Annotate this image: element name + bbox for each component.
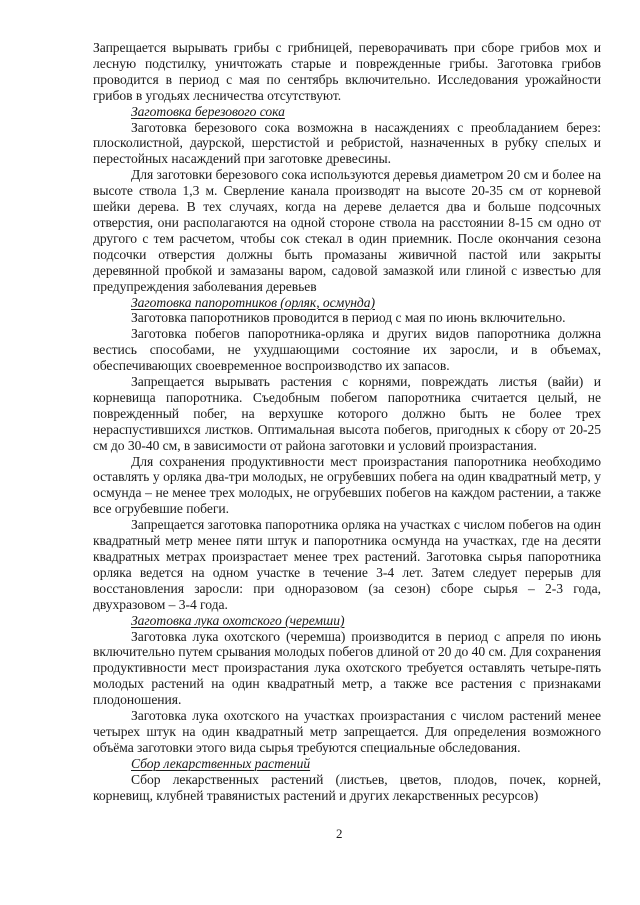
paragraph-wild-onion-period: Заготовка лука охотского (черемша) производится в период с апреля по июнь включительно путем срывания молодых побегов длиной от 20 до 40 см. Для сохранения продуктивности мест произрастания лука охотского требуется оставлять четыре-пять молодых растений на один квадратный метр, а также все растения с признаками плодоношения.: [93, 628, 601, 708]
paragraph-mushroom-rules: Запрещается вырывать грибы с грибницей, переворачивать при сборе грибов мох и лесную подстилку, уничтожать старые и поврежденные грибы. Заготовка грибов проводится в период с мая по сентябрь включительно. Исследования урожайности грибов в угодьях лесничества отсутствуют.: [93, 40, 601, 103]
paragraph-fern-restrictions: Запрещается заготовка папоротника орляка на участках с числом побегов на один квадратный метр менее пяти штук и папоротника осмунда на участках, где на десяти квадратных метрах произрастает менее трех растений. Заготовка сырья папоротника орляка ведется на одном участке в течение 3-4 лет. Затем следует перерыв для восстановления заросли: при одноразовом (за сезон) сборе сырья – 2-3 года, двухразовом – 3-4 года.: [93, 517, 601, 612]
paragraph-fern-prohibitions: Запрещается вырывать растения с корнями, повреждать листья (вайи) и корневища папоротника. Съедобным побегом папоротника считается целый, не поврежденный побег, на верхушке которого должно быть не более трех нераспустившихся листков. Оптимальная высота побегов, пригодных к сбору от 20-25 см до 30-40 см, в зависимости от района заготовки и условий произрастания.: [93, 374, 601, 453]
paragraph-wild-onion-prohibition: Заготовка лука охотского на участках произрастания с числом растений менее четырех штук на один квадратный метр запрещается. Для определения возможного объёма заготовки этого вида сырья требуются специальные обследования.: [93, 708, 601, 755]
paragraph-medicinal-plants: Сбор лекарственных растений (листьев, цветов, плодов, почек, корней, корневищ, клубней травянистых растений и других лекарственных ресурсов): [93, 771, 601, 803]
page-number: 2: [336, 826, 343, 841]
paragraph-fern-productivity: Для сохранения продуктивности мест произрастания папоротника необходимо оставлять у орляка два-три молодых, не огрубевших побега на один квадратный метр, у осмунда – не менее трех молодых, не огрубевших побегов на каждом растении, а также все огрубевшие побеги.: [93, 453, 601, 517]
paragraph-birch-sap-tapping: Для заготовки березового сока используются деревья диаметром 20 см и более на высоте ствола 1,3 м. Сверление канала производят на высоте 20-35 см от корневой шейки дерева. В тех случаях, когда на дереве делается два и больше подсочных отверстия, они располагаются на одной стороне ствола на расстоянии 8-15 см одно от другого с тем расчетом, чтобы сок стекал в один приемник. После окончания сезона подсочки отверстия должны быть промазаны живичной пастой или закрыты деревянной пробкой и замазаны варом, садовой замазкой или глиной с известью для предупреждения заболевания деревьев: [93, 167, 601, 294]
page-body: [93, 40, 601, 804]
paragraph-fern-period: Заготовка папоротников проводится в период с мая по июнь включительно.: [131, 310, 566, 326]
paragraph-birch-sap-stands: Заготовка березового сока возможна в насаждениях с преобладанием берез: плосколистной, даурской, шерстистой и ребристой, назначенных в рубку спелых и перестойных насаждений при заготовке древесины.: [93, 119, 601, 167]
paragraph-fern-methods: Заготовка побегов папоротника-орляка и других видов папоротника должна вестись способами, не ухудшающими состояние их заросли, и в объемах, обеспечивающих своевременное воспроизводство их запасов.: [93, 326, 601, 374]
section-heading-ferns: Заготовка папоротников (орляк, осмунда): [131, 294, 375, 310]
section-heading-wild-onion: Заготовка лука охотского (черемши): [131, 612, 345, 628]
section-heading-birch-sap: Заготовка березового сока: [131, 103, 285, 119]
section-heading-medicinal-plants: Сбор лекарственных растений: [131, 755, 311, 771]
